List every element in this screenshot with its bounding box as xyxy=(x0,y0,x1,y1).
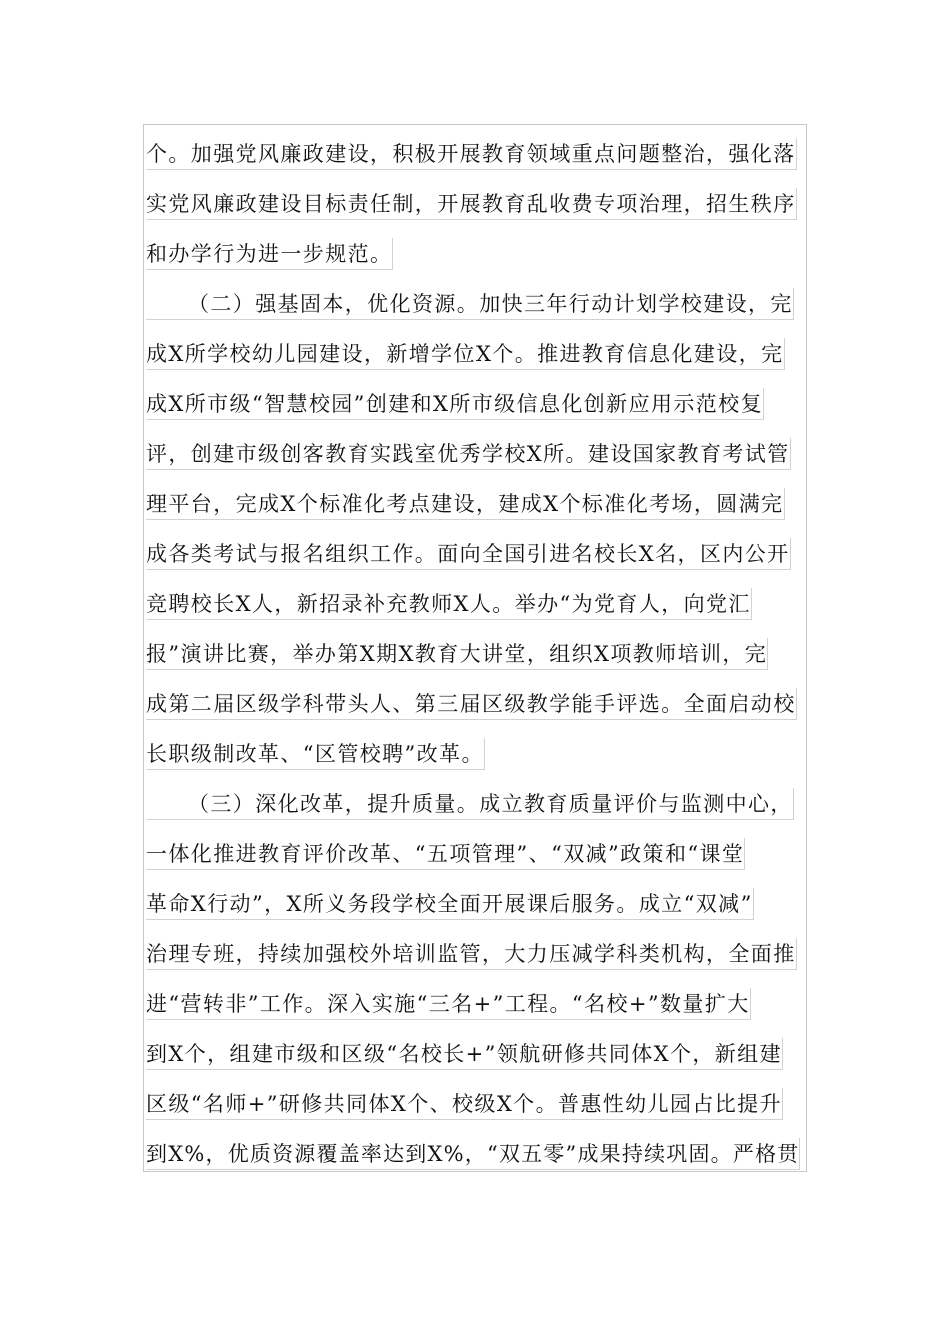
text-line xyxy=(146,882,806,932)
text-line xyxy=(146,582,806,632)
paragraph-line-text: 评，创建市级创客教育实践室优秀学校X所。建设国家教育考试管 xyxy=(146,438,791,470)
paragraph-line-text: 成各类考试与报名组织工作。面向全国引进名校长X名，区内公开 xyxy=(146,538,791,570)
paragraph-line-text: 实党风廉政建设目标责任制，开展教育乱收费专项治理，招生秩序 xyxy=(146,188,797,220)
text-line xyxy=(146,482,806,532)
paragraph-line-text: 理平台，完成X个标准化考点建设，建成X个标准化考场，圆满完 xyxy=(146,488,785,520)
paragraph-line-text: 成X所学校幼儿园建设，新增学位X个。推进教育信息化建设，完 xyxy=(146,338,785,370)
text-line xyxy=(146,932,806,982)
text-line xyxy=(146,282,806,332)
text-line xyxy=(146,632,806,682)
text-line xyxy=(146,332,806,382)
paragraph-first-line: （二）强基固本，优化资源。加快三年行动计划学校建设，完 xyxy=(146,288,794,320)
text-line xyxy=(146,132,806,182)
paragraph-line-text: 成X所市级“智慧校园”创建和X所市级信息化创新应用示范校复 xyxy=(146,388,764,420)
text-line xyxy=(146,382,806,432)
document-body xyxy=(146,132,806,1182)
paragraph-line-text: 一体化推进教育评价改革、“五项管理”、“双减”政策和“课堂 xyxy=(146,838,745,870)
text-line xyxy=(146,1082,806,1132)
text-line xyxy=(146,732,806,782)
paragraph-line-text: 和办学行为进一步规范。 xyxy=(146,238,393,270)
text-line xyxy=(146,1032,806,1082)
text-line xyxy=(146,982,806,1032)
text-line xyxy=(146,1132,806,1182)
text-line xyxy=(146,182,806,232)
paragraph-line-text: 个。加强党风廉政建设，积极开展教育领域重点问题整治，强化落 xyxy=(146,138,797,170)
paragraph-first-line: （三）深化改革，提升质量。成立教育质量评价与监测中心， xyxy=(146,788,794,820)
paragraph-line-text: 成第二届区级学科带头人、第三届区级教学能手评选。全面启动校 xyxy=(146,688,797,720)
paragraph-line-text: 进“营转非”工作。深入实施“三名+”工程。“名校+”数量扩大 xyxy=(146,988,751,1020)
text-line xyxy=(146,782,806,832)
text-line xyxy=(146,432,806,482)
paragraph-line-text: 区级“名师+”研修共同体X个、校级X个。普惠性幼儿园占比提升 xyxy=(146,1088,783,1120)
text-line xyxy=(146,532,806,582)
paragraph-line-text: 治理专班，持续加强校外培训监管，大力压减学科类机构，全面推 xyxy=(146,938,797,970)
paragraph-line-text: 到X%，优质资源覆盖率达到X%，“双五零”成果持续巩固。严格贯 xyxy=(146,1138,800,1170)
paragraph-line-text: 到X个，组建市级和区级“名校长+”领航研修共同体X个，新组建 xyxy=(146,1038,783,1070)
text-line xyxy=(146,232,806,282)
paragraph-line-text: 革命X行动”，X所义务段学校全面开展课后服务。成立“双减” xyxy=(146,888,754,920)
paragraph-line-text: 报”演讲比赛，举办第X期X教育大讲堂，组织X项教师培训，完 xyxy=(146,638,768,670)
text-line xyxy=(146,682,806,732)
paragraph-line-text: 长职级制改革、“区管校聘”改革。 xyxy=(146,738,485,770)
text-line xyxy=(146,832,806,882)
paragraph-line-text: 竞聘校长X人，新招录补充教师X人。举办“为党育人，向党汇 xyxy=(146,588,752,620)
